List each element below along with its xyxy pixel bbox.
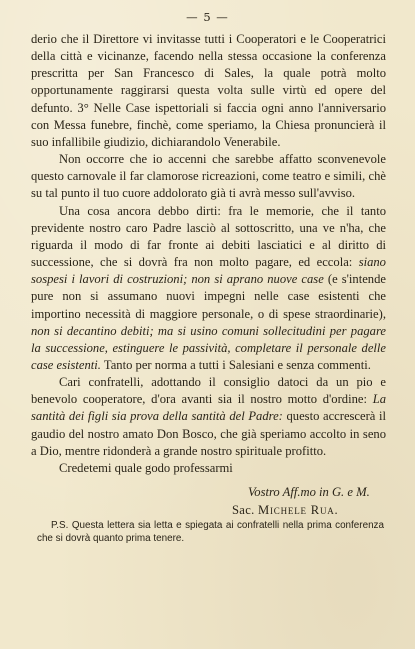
motto-close: questo accrescerà il gaudio del nostro amato Don Bosco, che già speriamo accolto in seno a Dio, mentre ridonderà a grande nostro spirituale profitto.	[31, 409, 387, 458]
motto-quote: La santità dei figli sia prova della santità del Padre:	[31, 392, 386, 424]
debts-aside: (e s'intende pure non si assumano nuovi impegni nelle case esistenti che importino necessità di maggiore personale, o di spese straordinarie),	[31, 272, 386, 321]
debts-intro: Una cosa ancora debbo dirti: fra le memorie, che il tanto previdente nostro caro Padre lasciò al sottoscritto, una ve n'ha, che riguarda il modo di far fronte ai debiti lasciatici e al diritto di successione, che si dovrà fra non molto pagare, ed eccola:	[31, 203, 386, 270]
page-number: — 5 —	[186, 10, 229, 24]
motto-intro: Cari confratelli, adottando il consiglio datoci da un pio e benevolo cooperatore, d'ora avanti sia il nostro motto d'ordine:	[31, 375, 386, 407]
paragraph-carnival: Non occorre che io accenni che sarebbe affatto sconvenevole questo carnovale il far clamorose ricreazioni, come teatro e simili, chè su tal punto il tuo cuore addolorato già ti avrà messo sull'avviso.	[31, 152, 386, 201]
postscript: P.S. Questa lettera sia letta e spiegata ai confratelli nella prima conferenza che si dovrà quanto prima tenere.	[37, 520, 384, 545]
paragraph-debts	[31, 203, 386, 375]
paragraph-motto	[31, 374, 386, 460]
paragraph-continuation: derio che il Direttore vi invitasse tutti i Cooperatori e le Cooperatrici della città e vicinanze, facendo nella stessa occasione la conferenza prescritta per San Francesco di Sales, la quale potrà molto opportunamente raggirarsi questa volta sulle virtù ed opere del defunto. 3° Nelle Case ispettoriali si faccia ogni anno l'anniversario con Messa funebre, finchè, come speriamo, la Chiesa pronuncierà il suo infallibile giudizio, dichiarandolo Venerabile.	[31, 32, 386, 149]
debts-quote-2: non si decantino debiti; ma si usino comuni sollecitudini per pagare la successione, estinguere le passività, completare il personale delle case esistenti.	[31, 323, 386, 372]
valediction: Vostro Aff.mo in G. e M.	[248, 485, 370, 500]
signature-title: Sac.	[232, 502, 255, 517]
letter-body	[31, 31, 386, 545]
signature	[31, 502, 386, 520]
signature-name: Michele Rua.	[258, 502, 339, 517]
paragraph-farewell: Credetemi quale godo professarmi	[59, 460, 233, 475]
closing-block	[31, 484, 386, 519]
debts-quote-1: siano sospesi i lavori di costruzioni; non si aprano nuove case	[31, 255, 386, 287]
debts-close: Tanto per norma a tutti i Salesiani e senza commenti.	[103, 357, 371, 372]
